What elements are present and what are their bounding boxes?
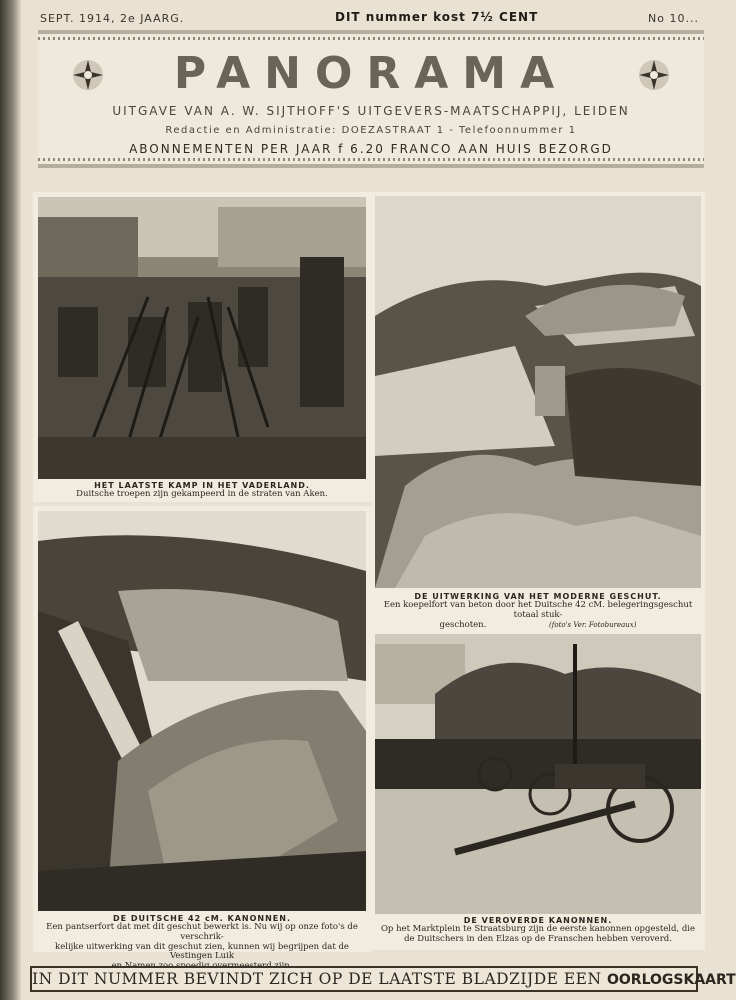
issue-price: DIT nummer kost 7½ CENT (335, 10, 539, 24)
issue-number: No 10... (648, 12, 699, 25)
caption-captured (371, 916, 705, 945)
address-line: Redactie en Administratie: DOEZASTRAAT 1 - Telefoonnummer 1 (165, 125, 577, 136)
caption-title: DE UITWERKING VAN HET MODERNE GESCHUT. (414, 592, 662, 601)
photo-block-camp (33, 192, 371, 502)
photo-captured-cannons (375, 634, 701, 914)
bottom-banner (30, 966, 736, 992)
caption-text: Een pantserfort dat met dit geschut bewerkt is. Nu wij op onze foto's de verschrik- (46, 922, 358, 942)
caption-title: DE DUITSCHE 42 cM. KANONNEN. (113, 914, 291, 923)
masthead-title: PANORAMA (173, 48, 569, 99)
caption-text: Een koepelfort van beton door het Duitsche 42 cM. belegeringsgeschut totaal stuk- (383, 600, 693, 620)
caption-cannons (33, 914, 371, 972)
caption-text: kelijke uitwerking van dit geschut zien, kunnen wij begrijpen dat de Vestingen Luik (55, 941, 349, 962)
caption-text: Duitsche troepen zijn gekampeerd in de straten van Aken. (76, 489, 328, 500)
binding-edge (0, 0, 22, 1000)
photo-block-fort (371, 192, 705, 630)
caption-camp (33, 481, 371, 500)
banner-text: IN DIT NUMMER BEVINDT ZICH OP DE LAATSTE BLADZIJDE EEN (32, 970, 602, 988)
photo-block-cannons (33, 506, 371, 962)
banner-strong: OORLOGSKAART (607, 972, 736, 988)
photo-troops-camp (38, 197, 366, 479)
publisher-line: UITGAVE VAN A. W. SIJTHOFF'S UITGEVERS-MAATSCHAPPIJ, LEIDEN (112, 104, 630, 118)
issue-line (40, 10, 699, 28)
caption-title: DE VEROVERDE KANONNEN. (463, 916, 613, 925)
photo-destroyed-fort (375, 196, 701, 588)
photo-credit: (foto's Ver. Fotobureaux) (549, 620, 637, 629)
caption-text: Op het Marktplein te Straatsburg zijn de eerste kanonnen opgesteld, die (380, 924, 696, 935)
caption-title: HET LAATSTE KAMP IN HET VADERLAND. (94, 481, 310, 490)
caption-fort (371, 592, 705, 630)
photo-armored-fort (38, 511, 366, 911)
issue-date: SEPT. 1914, 2e JAARG. (40, 12, 185, 25)
subscription-line: ABONNEMENTEN PER JAAR f 6.20 FRANCO AAN HUIS BEZORGD (129, 142, 613, 156)
caption-text: de Duitschers in den Elzas op de Franschen hebben veroverd. (404, 933, 672, 944)
caption-text-end: geschoten. (439, 619, 487, 630)
masthead (38, 30, 704, 168)
photo-block-captured (371, 630, 705, 950)
